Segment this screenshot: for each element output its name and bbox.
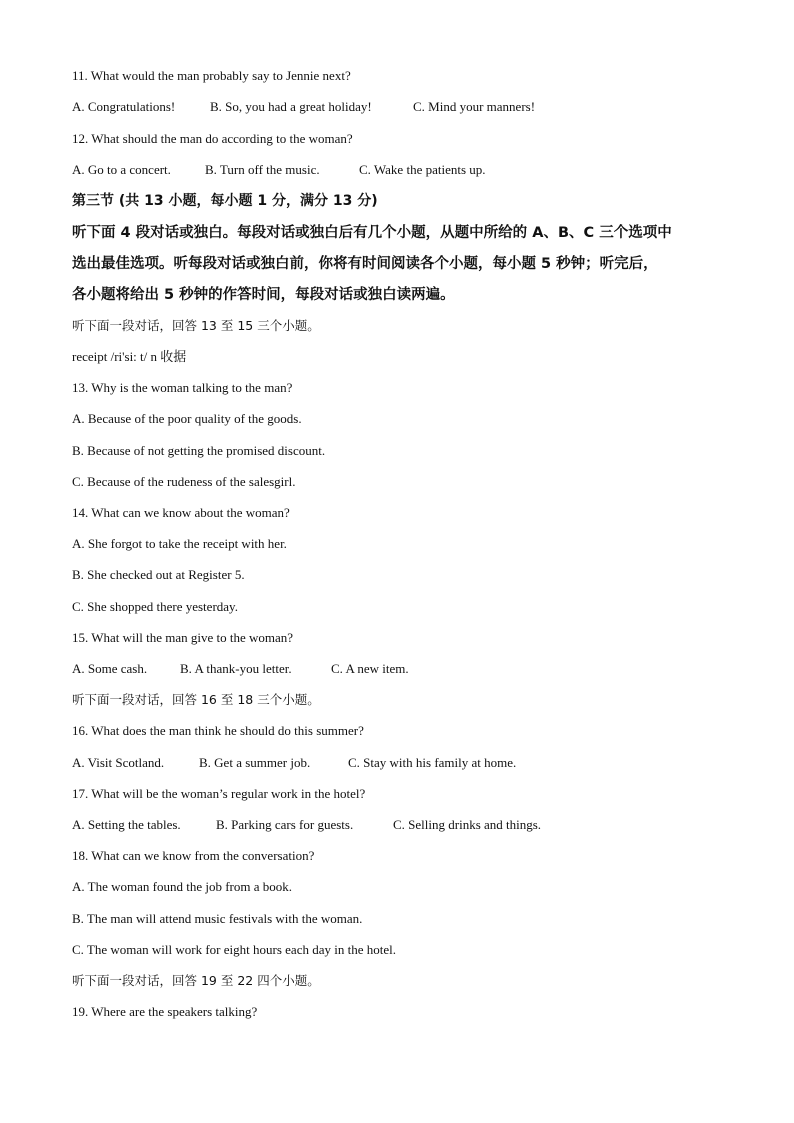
question-18-option-b: B. The man will attend music festivals with the woman. xyxy=(72,911,363,926)
question-13-option-c: C. Because of the rudeness of the salesgirl. xyxy=(72,474,296,489)
question-12-options xyxy=(72,162,486,178)
question-18-option-c: C. The woman will work for eight hours each day in the hotel. xyxy=(72,942,396,957)
option-a: A. Setting the tables. xyxy=(72,817,181,832)
question-17-options xyxy=(72,817,541,833)
question-18: 18. What can we know from the conversation? xyxy=(72,848,315,863)
option-b: B. A thank-you letter. xyxy=(180,661,292,676)
question-19: 19. Where are the speakers talking? xyxy=(72,1004,258,1019)
question-13-option-a: A. Because of the poor quality of the goods. xyxy=(72,411,302,426)
option-a: A. Congratulations! xyxy=(72,99,176,114)
option-c: C. Mind your manners! xyxy=(413,99,536,114)
question-14-option-b: B. She checked out at Register 5. xyxy=(72,567,245,582)
question-13: 13. Why is the woman talking to the man? xyxy=(72,380,293,395)
option-b: B. Turn off the music. xyxy=(205,162,320,177)
dialog-1-intro: 听下面一段对话，回答 13 至 15 三个小题。 xyxy=(72,318,320,333)
section-3-title: 第三节 (共 13 小题，每小题 1 分，满分 13 分) xyxy=(72,193,378,209)
option-a: A. Some cash. xyxy=(72,661,148,676)
question-16: 16. What does the man think he should do this summer? xyxy=(72,723,364,738)
section-3-instructions-line-2: 选出最佳选项。听每段对话或独白前，你将有时间阅读各个小题，每小题 5 秒钟；听完后， xyxy=(72,256,658,272)
section-3-instructions-line-1: 听下面 4 段对话或独白。每段对话或独白后有几个小题，从题中所给的 A、B、C 三个选项中 xyxy=(72,225,672,241)
question-14-option-a: A. She forgot to take the receipt with her. xyxy=(72,536,287,551)
question-12: 12. What should the man do according to the woman? xyxy=(72,131,353,146)
question-11: 11. What would the man probably say to Jennie next? xyxy=(72,68,351,83)
dialog-2-intro: 听下面一段对话，回答 16 至 18 三个小题。 xyxy=(72,692,320,707)
option-c: C. A new item. xyxy=(331,661,409,676)
question-11-options xyxy=(72,99,535,115)
option-b: B. So, you had a great holiday! xyxy=(210,99,372,114)
question-15: 15. What will the man give to the woman? xyxy=(72,630,294,645)
question-14-option-c: C. She shopped there yesterday. xyxy=(72,599,238,614)
question-15-options xyxy=(72,661,409,677)
option-b: B. Parking cars for guests. xyxy=(216,817,354,832)
option-b: B. Get a summer job. xyxy=(199,755,311,770)
question-16-options xyxy=(72,755,516,771)
vocab-note: receipt /ri'si: t/ n 收据 xyxy=(72,349,187,364)
option-a: A. Visit Scotland. xyxy=(72,755,165,770)
option-c: C. Selling drinks and things. xyxy=(393,817,542,832)
option-c: C. Wake the patients up. xyxy=(359,162,486,177)
section-3-instructions-line-3: 各小题将给出 5 秒钟的作答时间，每段对话或独白读两遍。 xyxy=(72,287,455,303)
option-c: C. Stay with his family at home. xyxy=(348,755,517,770)
dialog-3-intro: 听下面一段对话，回答 19 至 22 四个小题。 xyxy=(72,973,320,988)
question-17: 17. What will be the woman’s regular work in the hotel? xyxy=(72,786,366,801)
question-14: 14. What can we know about the woman? xyxy=(72,505,290,520)
question-13-option-b: B. Because of not getting the promised discount. xyxy=(72,443,326,458)
question-18-option-a: A. The woman found the job from a book. xyxy=(72,879,292,894)
option-a: A. Go to a concert. xyxy=(72,162,171,177)
